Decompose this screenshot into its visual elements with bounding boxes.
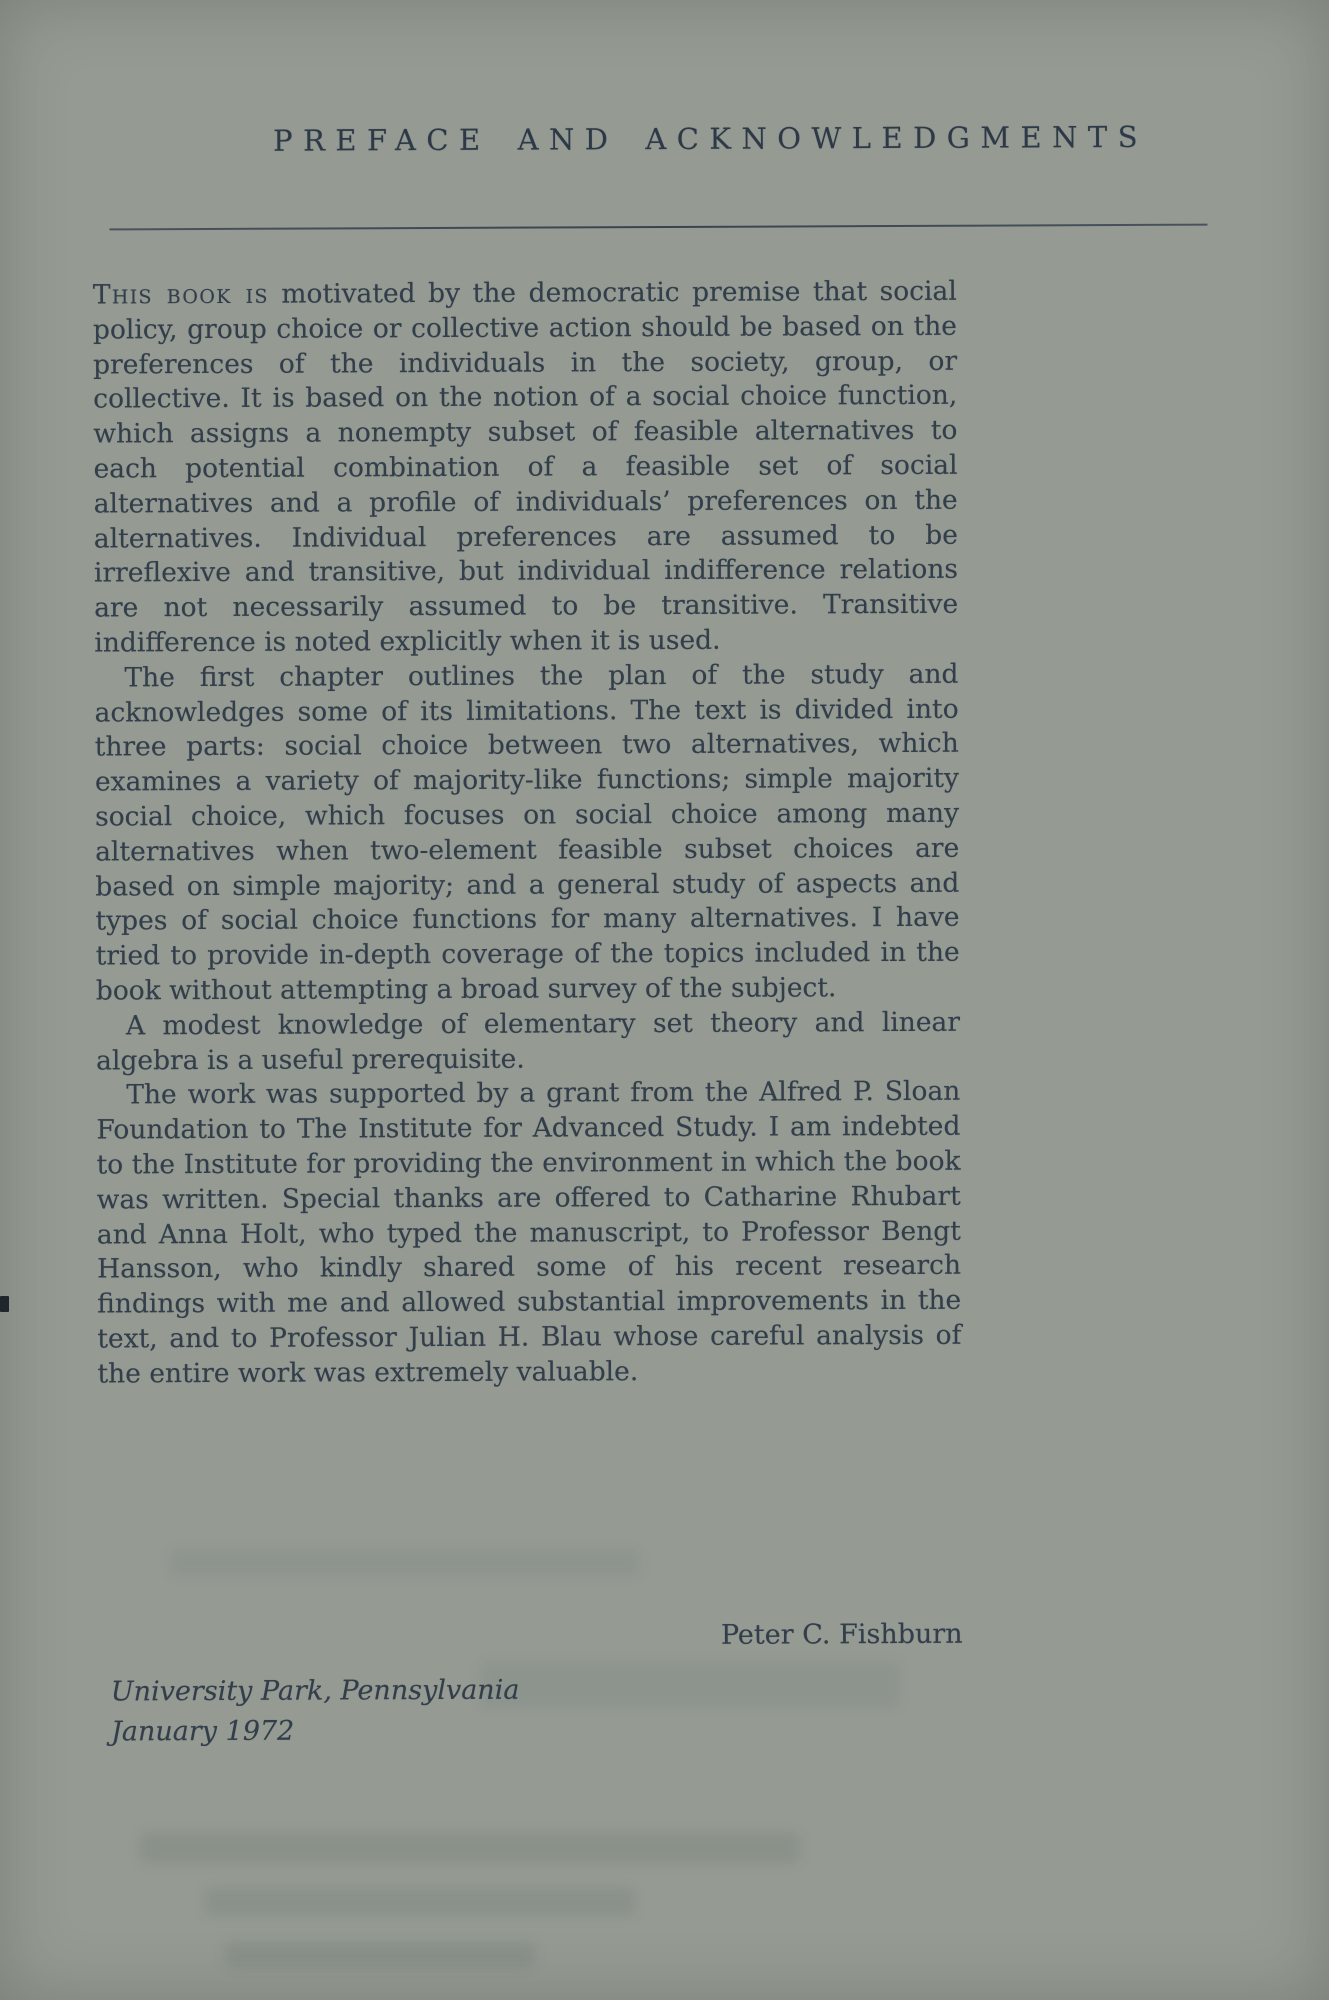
- bleedthrough-smudge: [140, 1833, 800, 1863]
- page-title: PREFACE AND ACKNOWLEDGMENTS: [273, 119, 1149, 158]
- place-line: University Park, Pennsylvania: [110, 1674, 520, 1708]
- smallcaps-lead: This book is: [92, 278, 269, 311]
- body-text: [93, 275, 962, 1392]
- paragraph-2: The first chapter outlines the plan of the study and acknowledges some of its limitations. The text is divided into three parts: social choice between two alternatives, which examines a variety of majority-like functions; simple majority social choice, which focuses on social choice among many alternatives when two-element feasible subset choices are based on simple majority; and a general study of aspects and types of social choice functions for many alternatives. I have tried to provide in-depth coverage of the topics included in the book without attempting a broad survey of the subject.: [94, 658, 960, 1007]
- bleedthrough-smudge: [480, 1662, 900, 1708]
- page-edge-mark: [0, 1296, 9, 1312]
- date-line: January 1972: [110, 1715, 295, 1748]
- title-rule: [110, 224, 1208, 231]
- paragraph-3: A modest knowledge of elementary set theory and linear algebra is a useful prerequisite.: [96, 1006, 961, 1077]
- bleedthrough-smudge: [170, 1550, 640, 1576]
- bleedthrough-smudge: [225, 1942, 535, 1968]
- paragraph-1-text: motivated by the democratic premise that social policy, group choice or collective action should be based on the preferences of the individuals in the society, group, or collective. It is based on the notion of a social choice function, which assigns a nonempty subset of feasible alternatives to each potential combination of a feasible set of social alternatives and a profile of individuals’ preferences on the alternatives. Individual preferences are assumed to be irreflexive and transitive, but individual indifference relations are not necessarily assumed to be transitive. Transitive indifference is noted explicitly when it is used.: [92, 275, 959, 659]
- bleedthrough-smudge: [205, 1888, 635, 1916]
- paragraph-4: The work was supported by a grant from the Alfred P. Sloan Foundation to The Institute for Advanced Study. I am indebted to the Institute for providing the environment in which the book was written. Special thanks are offered to Catharine Rhubart and Anna Holt, who typed the manuscript, to Professor Bengt Hansson, who kindly shared some of his recent research findings with me and allowed substantial improvements in the text, and to Professor Julian H. Blau whose careful analysis of the entire work was extremely valuable.: [96, 1076, 962, 1390]
- paragraph-1: [93, 275, 959, 662]
- author-signature: Peter C. Fishburn: [720, 1618, 963, 1651]
